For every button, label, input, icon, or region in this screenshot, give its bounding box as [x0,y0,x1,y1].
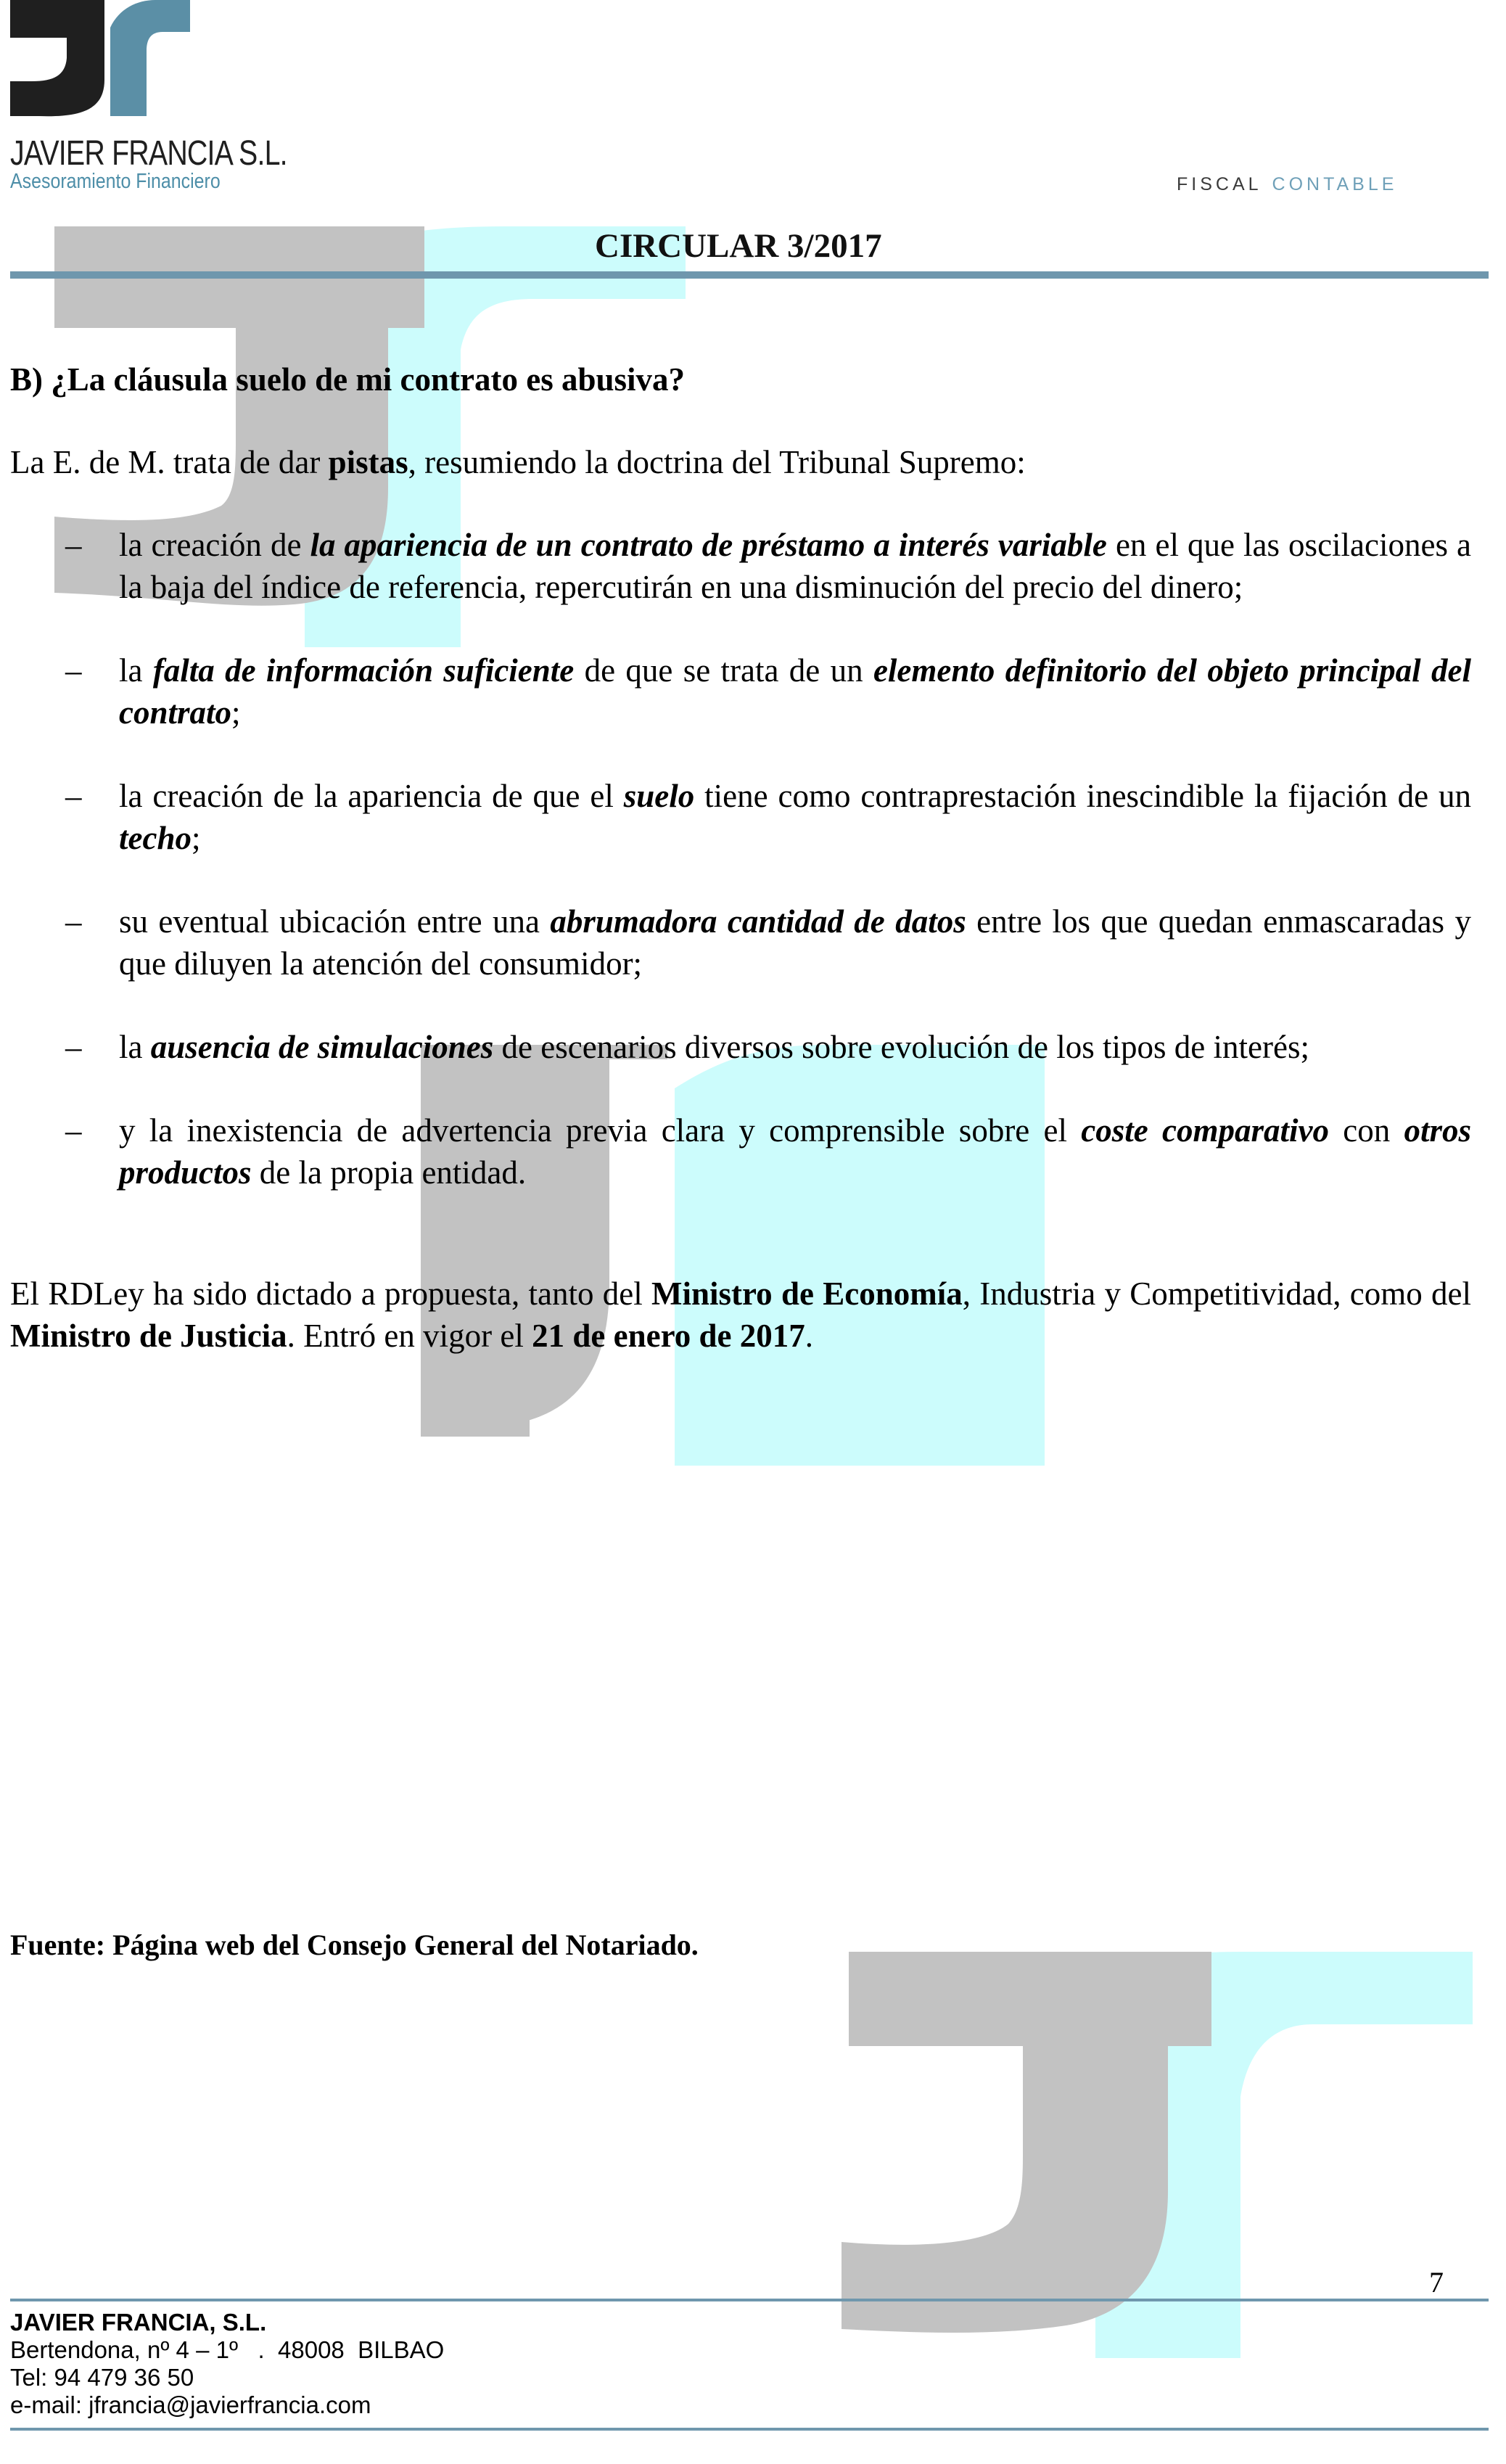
closing-text: . Entró en vigor el [287,1318,532,1354]
footer-address: Bertendona, nº 4 – 1º . 48008 BILBAO [10,2336,445,2363]
list-item [10,775,1471,859]
emphasis-text: suelo [623,778,695,814]
footer-divider-bottom [10,2428,1489,2431]
list-text: entre los que quedan enmascaradas y que diluyen la atención del consumidor; [119,903,1471,982]
emphasis-text: coste comparativo [1081,1112,1329,1149]
list-text: de la propia entidad. [251,1154,527,1191]
list-text: de escenarios diversos sobre evolución de los tipos de interés; [493,1029,1309,1065]
company-logo [10,0,287,196]
list-dash: – [65,903,82,940]
list-text: ; [191,820,201,856]
emphasis-text: abrumadora cantidad de datos [550,903,966,940]
list-dash: – [65,1112,82,1149]
header-service-tags [1177,174,1397,195]
header-divider [10,271,1489,279]
intro-text-end: , resumiendo la doctrina del Tribunal Supremo: [408,444,1026,480]
intro-paragraph [10,441,1026,483]
footer-divider-top [10,2299,1489,2301]
tag-fiscal: FISCAL [1177,174,1262,194]
intro-text: La E. de M. trata de dar [10,444,329,480]
source-note: Fuente: Página web del Consejo General del Notariado. [10,1929,699,1961]
list-dash: – [65,1029,82,1065]
list-text: tiene como contraprestación inescindible la fijación de un [694,778,1471,814]
logo-tagline: Asesoramiento Financiero [10,170,221,193]
list-dash: – [65,778,82,814]
emphasis-text: otros productos [119,1112,1471,1191]
emphasis-text: ausencia de simulaciones [150,1029,494,1065]
criteria-list [10,524,1471,1235]
list-text: de que se trata de un [574,652,873,689]
section-heading: B) ¿La cláusula suelo de mi contrato es abusiva? [10,361,686,398]
tag-contable: CONTABLE [1272,174,1398,194]
list-text: y la inexistencia de advertencia previa clara y comprensible sobre el [119,1112,1082,1149]
list-text: su eventual ubicación entre una [119,903,551,940]
list-item [10,524,1471,608]
list-text: en el que las oscilaciones a la baja del índice de referencia, repercutirán en una disminución del precio del dinero; [119,527,1471,605]
list-item [10,1109,1471,1194]
intro-bold: pistas [328,444,408,480]
closing-bold-date: 21 de enero de 2017 [532,1318,805,1354]
logo-company-name: JAVIER FRANCIA S.L. [10,134,287,173]
logo-mark-icon [10,0,192,131]
list-item [10,1026,1471,1068]
list-text: la [119,1029,151,1065]
emphasis-text: falta de información suficiente [152,652,575,689]
page-number: 7 [1429,2266,1444,2299]
list-dash: – [65,652,82,689]
list-text: la [119,652,153,689]
emphasis-text: la apariencia de un contrato de préstamo a interés variable [310,527,1107,563]
footer-email: e-mail: jfrancia@javierfrancia.com [10,2391,371,2418]
watermark-logo-bottom [834,1952,1473,2358]
emphasis-text: elemento definitorio del objeto principal del contrato [119,652,1471,731]
list-item [10,900,1471,985]
closing-text: . [805,1318,813,1354]
footer-contact [10,2309,444,2419]
list-dash: – [65,527,82,563]
page-title: CIRCULAR 3/2017 [595,227,882,265]
list-text: ; [231,694,241,731]
closing-text: El RDLey ha sido dictado a propuesta, tanto del [10,1276,652,1312]
list-text: con [1328,1112,1404,1149]
closing-text: , Industria y Competitividad, como del [962,1276,1471,1312]
emphasis-text: techo [119,820,192,856]
footer-phone: Tel: 94 479 36 50 [10,2364,194,2391]
closing-paragraph [10,1273,1471,1357]
list-text: la creación de [119,527,310,563]
list-item [10,649,1471,734]
footer-company: JAVIER FRANCIA, S.L. [10,2309,267,2336]
list-text: la creación de la apariencia de que el [119,778,624,814]
closing-bold-ministry-justice: Ministro de Justicia [10,1318,287,1354]
closing-bold-ministry-economy: Ministro de Economía [651,1276,963,1312]
